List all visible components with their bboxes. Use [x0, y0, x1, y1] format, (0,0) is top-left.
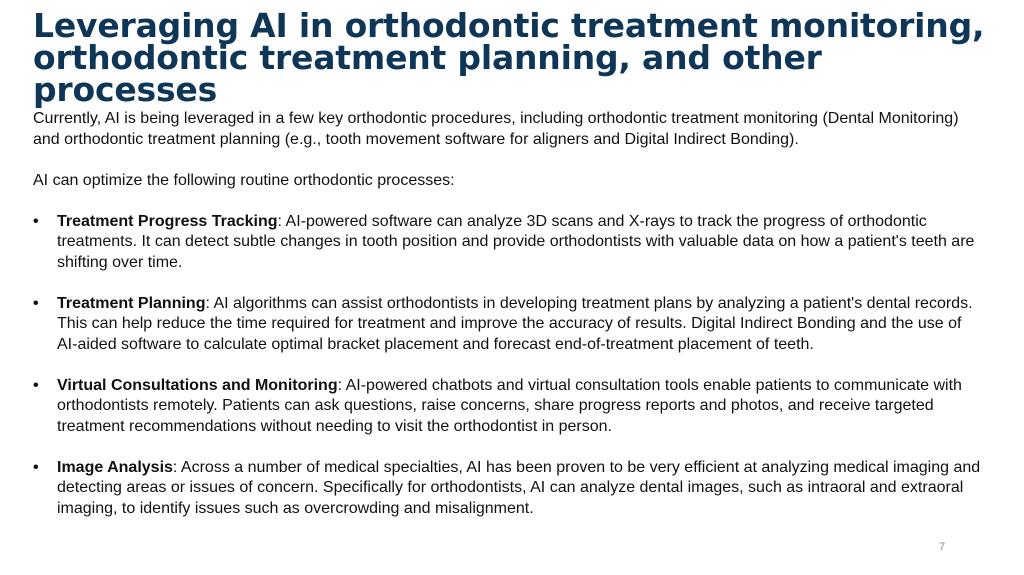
bullet-icon: • [33, 212, 39, 230]
bullet-icon: • [33, 294, 39, 312]
lead-paragraph: AI can optimize the following routine orthodontic processes: [33, 171, 455, 189]
page-number: 7 [938, 541, 946, 553]
slide-body [33, 109, 983, 519]
bullet-term: Virtual Consultations and Monitoring [57, 376, 338, 394]
bullet-item-treatment-progress-tracking [33, 212, 983, 274]
bullet-text: : AI-powered software can analyze 3D scans and X-rays to track the progress of orthodontic treatments. It can detect subtle changes in tooth position and provide orthodontists with valuable data on how a patient's teeth are shifting over time. [57, 212, 975, 271]
bullet-item-treatment-planning [33, 294, 983, 356]
bullet-text: : Across a number of medical specialties, AI has been proven to be very efficient at analyzing medical imaging and detecting areas or issues of concern. Specifically for orthodontists, AI can analyze dental images, such as intraoral and extraoral imaging, to identify issues such as overcrowding and misalignment. [57, 458, 981, 517]
bullet-term: Treatment Progress Tracking [57, 212, 278, 230]
bullet-term: Image Analysis [57, 458, 173, 476]
bullet-term: Treatment Planning [57, 294, 206, 312]
bullet-icon: • [33, 376, 39, 394]
slide-title: Leveraging AI in orthodontic treatment monitoring, orthodontic treatment planning, and other processes [33, 6, 985, 109]
intro-paragraph: Currently, AI is being leveraged in a few key orthodontic procedures, including orthodontic treatment monitoring (Dental Monitoring) and orthodontic treatment planning (e.g., tooth movement software for aligners and Digital Indirect Bonding). [33, 110, 959, 148]
bullet-item-virtual-consultations [33, 376, 983, 438]
bullet-item-image-analysis [33, 458, 983, 520]
bullet-text: : AI algorithms can assist orthodontists in developing treatment plans by analyzing a patient's dental records. This can help reduce the time required for treatment and improve the accuracy of results. Digital Indirect Bonding and the use of AI-aided software to calculate optimal bracket placement and forecast end-of-treatment placement of teeth. [57, 294, 973, 353]
bullet-text: : AI-powered chatbots and virtual consultation tools enable patients to communicate with orthodontists remotely. Patients can ask questions, raise concerns, share progress reports and photos, and receive targeted treatment recommendations without needing to visit the orthodontist in person. [57, 376, 962, 435]
bullet-icon: • [33, 458, 39, 476]
bullet-list [33, 212, 983, 520]
